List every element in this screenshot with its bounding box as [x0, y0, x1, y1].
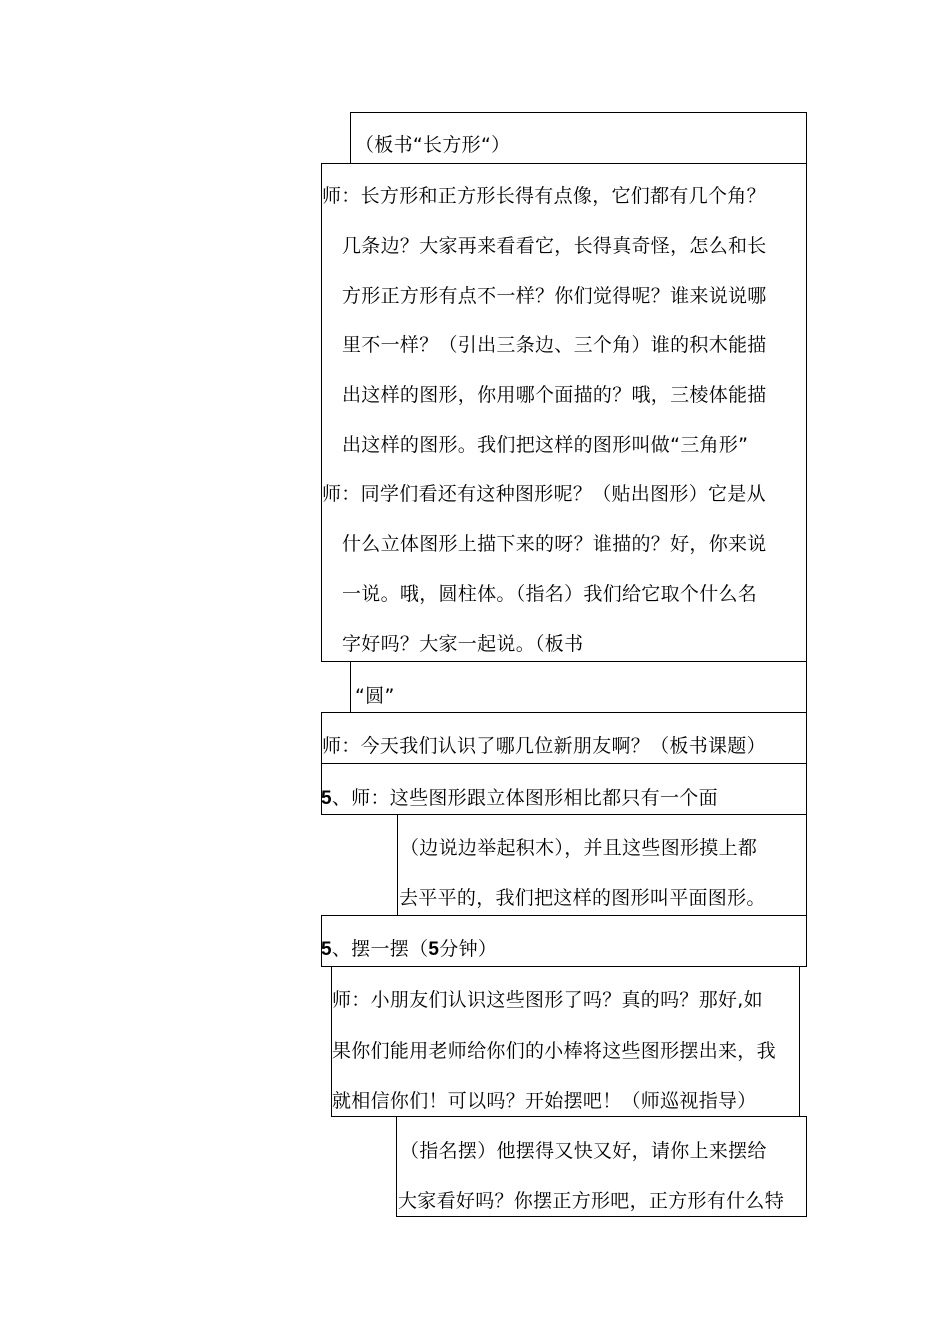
text-line: [321, 786, 718, 811]
text-segment: 、师：这些图形跟立体图形相比都只有一个面: [331, 787, 718, 809]
text-line: 师：长方形和正方形长得有点像，它们都有几个角？: [322, 185, 766, 207]
text-line: 果你们能用老师给你们的小棒将这些图形摆出来，我: [332, 1040, 776, 1062]
text-line: 字好吗？大家一起说。（板书: [342, 633, 584, 655]
step-number: 5: [321, 939, 332, 960]
text-line: 大家看好吗？你摆正方形吧，正方形有什么特: [398, 1190, 785, 1212]
text-line: 什么立体图形上描下来的呀？谁描的？好，你来说: [342, 533, 767, 555]
text-line: “圆”: [355, 685, 395, 707]
text-line: 就相信你们！可以吗？开始摆吧！（师巡视指导）: [332, 1090, 757, 1112]
text-line: （指名摆）他摆得又快又好，请你上来摆给: [400, 1140, 767, 1162]
text-line: 方形正方形有点不一样？你们觉得呢？谁来说说哪: [342, 285, 767, 307]
text-line: [321, 937, 497, 962]
text-line: 去平平的，我们把这样的图形叫平面图形。: [399, 887, 766, 909]
text-line: 里不一样？（引出三条边、三个角）谁的积木能描: [342, 334, 767, 356]
text-segment: 分钟）: [439, 938, 498, 960]
table-cell-board-circle: [350, 661, 807, 713]
text-line: 师：同学们看还有这种图形呢？（贴出图形）它是从: [322, 483, 766, 505]
text-line: 几条边？大家再来看看它，长得真奇怪，怎么和长: [342, 235, 767, 257]
text-line: （板书“长方形“）: [355, 134, 511, 156]
minutes-number: 5: [428, 939, 440, 960]
text-segment: 、摆一摆（: [331, 938, 429, 960]
text-line: （边说边举起积木），并且这些图形摸上都: [400, 837, 758, 859]
text-line: 出这样的图形。我们把这样的图形叫做“三角形”: [342, 434, 749, 456]
text-line: 出这样的图形，你用哪个面描的？哦，三棱体能描: [342, 384, 767, 406]
text-line: 一说。哦，圆柱体。（指名）我们给它取个什么名: [342, 583, 758, 605]
text-line: 师：今天我们认识了哪几位新朋友啊？（板书课题）: [322, 735, 766, 757]
text-line: 师：小朋友们认识这些图形了吗？真的吗？那好,如: [332, 989, 763, 1011]
step-number: 5: [321, 788, 332, 809]
